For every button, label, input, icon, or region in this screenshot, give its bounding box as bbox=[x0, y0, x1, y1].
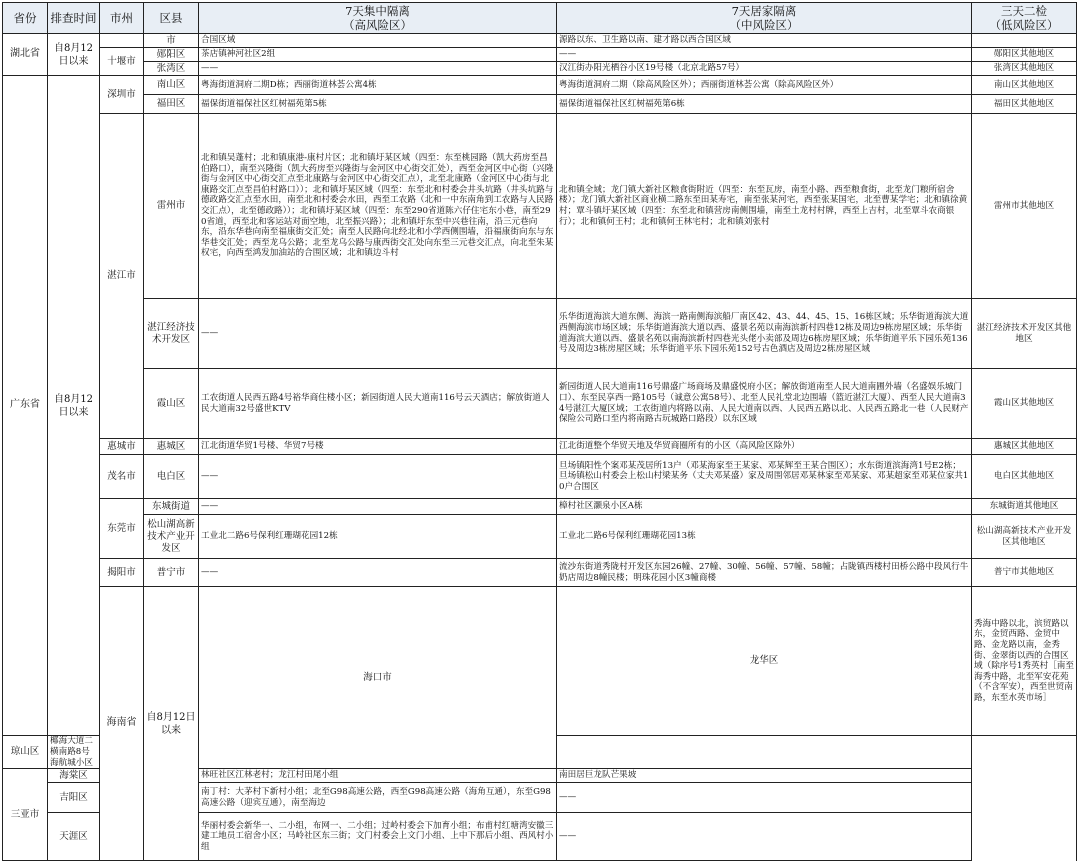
risk-area-table-container bbox=[2, 2, 1076, 852]
time-cell: 自8月12日以来 bbox=[48, 76, 100, 736]
district-cell: 霞山区 bbox=[144, 369, 199, 439]
low-risk-cell: 南山区其他地区 bbox=[972, 76, 1077, 95]
low-risk-cell: 松山湖高新技术产业开发区其他地区 bbox=[972, 515, 1077, 559]
mid-risk-cell: 江北街道整个华贸天地及华贸商圈所有的小区（高风险区除外） bbox=[557, 439, 972, 455]
high-risk-cell: —— bbox=[199, 62, 557, 76]
table-row bbox=[3, 455, 1077, 499]
time-cell: 自8月12日以来 bbox=[144, 587, 199, 861]
high-risk-cell: 林旺社区江林老村；龙江村田尾小组 bbox=[199, 769, 557, 783]
high-risk-cell: 秀海中路以北，滨贸路以东，金贸西路、金贸中路、金龙路以南，金秀街、金翠街以西的合围区域（除序号1秀英村［南至海秀中路，北至军安花苑（不含军安），西至世贸南路，东至水英市场］ bbox=[972, 587, 1077, 736]
header-low-sub: （低风险区） bbox=[989, 18, 1059, 32]
mid-risk-cell: 汉江街办阳光栖谷小区19号楼（北京北路57号） bbox=[557, 62, 972, 76]
high-risk-cell: 椰海大道二横南路8号海航城小区 bbox=[48, 736, 100, 769]
district-cell: 琼山区 bbox=[3, 736, 48, 769]
district-cell: 湛江经济技术开发区 bbox=[144, 299, 199, 369]
header-check-time-label: 排查时间 bbox=[50, 11, 97, 25]
header-mid-risk bbox=[557, 3, 972, 34]
header-mid-sub: （中风险区） bbox=[729, 18, 799, 32]
high-risk-cell: —— bbox=[199, 299, 557, 369]
mid-risk-cell: 粤海街道洞府二期（除高风险区外）；西丽街道林荟公寓（除高风险区外） bbox=[557, 76, 972, 95]
header-high-risk bbox=[199, 3, 557, 34]
table-row bbox=[3, 114, 1077, 299]
low-risk-cell bbox=[972, 34, 1077, 48]
district-cell: 普宁市 bbox=[144, 559, 199, 587]
header-high-title: 7天集中隔离 bbox=[345, 4, 410, 18]
high-risk-cell: 合国区域 bbox=[199, 34, 557, 48]
header-province: 省份 bbox=[3, 3, 48, 34]
low-risk-cell: 张湾区其他地区 bbox=[972, 62, 1077, 76]
table-row bbox=[3, 299, 1077, 369]
high-risk-cell: 工农街道人民西五路4号裕华商住楼小区；新园街道人民大道南116号云天酒店；解放街道人民大道南32号盛世KTV bbox=[199, 369, 557, 439]
table-row bbox=[3, 34, 1077, 48]
district-cell: 雷州市 bbox=[144, 114, 199, 299]
city-cell: 东莞市 bbox=[100, 499, 144, 559]
table-row bbox=[3, 587, 1077, 736]
low-risk-cell: 福田区其他地区 bbox=[972, 95, 1077, 114]
high-risk-cell: 粤海街道洞府二期D栋；西丽街道林荟公寓4栋 bbox=[199, 76, 557, 95]
city-cell: 茂名市 bbox=[100, 455, 144, 499]
mid-risk-cell: 流沙东街道秀陇村开发区东园26幢、27幢、30幢、56幢、57幢、58幢；占陇镇西楼村田桥公路中段风行牛奶店周边8幢民楼；明珠花园小区3幢商楼 bbox=[557, 559, 972, 587]
low-risk-cell: 霞山区其他地区 bbox=[972, 369, 1077, 439]
high-risk-cell: 北和镇吴蓬村；北和镇康港-康村片区；北和镇圩某区域（四至：东至桃园路（凯大药房至昌伯路口），南至兴隆街（凯大药房至兴隆街与金河区中心街交汇处），西至金河区中心街（兴隆街与金河区中心街交汇点至北康路与金河区中心街交汇点），北至北康路（金河区中心街与北康路交汇点至昌伯村路口））；北和镇圩某区域（四至：东至北和村委会井头坑路（井头坑路与德政路交汇点至水田，南至北和村委会水田，西至工农路（北和一中东南角到工农路与人民路交汇点），北至德政路））；北和镇圩某区域（四至：东至290省道陈六仔住宅东小巷，南至290省道，西至北和客运站对面空地，北至振兴路）；北和镇圩东至中兴巷往南，沿三元巷向东，沿东华巷向南至福康街交汇处；南至人民路向北经北和小学西侧围墙，沿福康街向东与东华巷交汇处；西至龙乌公路；北至龙乌公路与康西街交汇处向东至三元巷交汇点，向北至朱某权宅，向西至鸿发加油站的合围区域；北和镇边斗村 bbox=[199, 114, 557, 299]
high-risk-cell: 江北街道华贸1号楼、华贸7号楼 bbox=[199, 439, 557, 455]
mid-risk-cell: 福保街道福保社区红树福苑第6栋 bbox=[557, 95, 972, 114]
mid-risk-cell: 乐华街道海滨大道东侧、海滨一路南侧海滨船厂南区42、43、44、45、15、16栋区域；乐华街道海滨大道西侧海滨市场区域；乐华街道海滨大道以西、盛景名苑以南海滨新村四巷12栋及周边9栋房屋区域；乐华街道海滨大道以西、盛景名苑以南海滨新村四巷光头佬小卖部及周边6栋房屋区域；乐华街道平乐下园乐苑136号及周边3栋房屋区域；乐华街道平乐下园乐苑152号古色酒店及周边2栋房屋区域 bbox=[557, 299, 972, 369]
district-cell: 天涯区 bbox=[48, 813, 100, 861]
district-cell: 郧阳区 bbox=[144, 48, 199, 62]
city-cell: 十堰市 bbox=[100, 48, 144, 76]
district-cell: 惠城区 bbox=[144, 439, 199, 455]
district-cell: 海棠区 bbox=[48, 769, 100, 783]
city-cell: 惠城市 bbox=[100, 439, 144, 455]
header-low-title: 三天二检 bbox=[1001, 4, 1047, 18]
header-low-risk bbox=[972, 3, 1077, 34]
time-cell: 自8月12日以来 bbox=[48, 34, 100, 76]
table-row bbox=[3, 439, 1077, 455]
table-row bbox=[3, 559, 1077, 587]
table-row bbox=[3, 62, 1077, 76]
mid-risk-cell bbox=[557, 736, 972, 769]
mid-risk-cell: —— bbox=[557, 48, 972, 62]
city-cell: 深圳市 bbox=[100, 76, 144, 114]
district-cell: 南山区 bbox=[144, 76, 199, 95]
city-cell: 三亚市 bbox=[3, 769, 48, 861]
low-risk-cell: 东城街道其他地区 bbox=[972, 499, 1077, 515]
city-cell bbox=[100, 34, 144, 48]
low-risk-cell: 湛江经济技术开发区其他地区 bbox=[972, 299, 1077, 369]
table-row bbox=[3, 95, 1077, 114]
low-risk-cell: 普宁市其他地区 bbox=[972, 559, 1077, 587]
mid-risk-cell: 新园街道人民大道南116号鼎盛广场商场及鼎盛悦府小区；解放街道南至人民大道南圃外墙（名盛娱乐城门口）、东至民享西一路105号（诚意公寓58号）、北至人民礼堂北边围墙（篮近湛江大厦）、西至人民大道南34号湛江大厦区域；工农街道内将路以南、人民大道南以西、人民西五路以北、人民西五路北一巷（人民财产保险公司路口至内将南路古玩城路口路段）以东区域 bbox=[557, 369, 972, 439]
risk-area-table bbox=[2, 2, 1077, 861]
province-cell: 广东省 bbox=[3, 76, 48, 736]
header-high-sub: （高风险区） bbox=[343, 18, 412, 32]
province-cell: 湖北省 bbox=[3, 34, 48, 76]
district-cell: 松山湖高新技术产业开发区 bbox=[144, 515, 199, 559]
high-risk-cell: 华丽村委会新华一、二小组，布网一、二小组；过岭村委会下加育小组；布甫村红塘湾安徽三建工地员工宿舍小区；马岭社区东三街；文门村委会上文门小组、上中下那后小组、西风村小组 bbox=[199, 813, 557, 861]
district-cell: 市 bbox=[144, 34, 199, 48]
district-cell: 福田区 bbox=[144, 95, 199, 114]
table-row bbox=[3, 515, 1077, 559]
table-row bbox=[3, 369, 1077, 439]
high-risk-cell: —— bbox=[199, 455, 557, 499]
high-risk-cell: 南丁村：大茅村下新村小组；北至G98高速公路，西至G98高速公路（海角互通），东至G98高速公路（迎宾互通），南至海边 bbox=[199, 783, 557, 813]
city-cell: 揭阳市 bbox=[100, 559, 144, 587]
mid-risk-cell: —— bbox=[557, 813, 972, 861]
header-check-time bbox=[48, 3, 100, 34]
header-district: 区县 bbox=[144, 3, 199, 34]
table-row bbox=[3, 48, 1077, 62]
low-risk-cell: 郧阳区其他地区 bbox=[972, 48, 1077, 62]
low-risk-cell: 惠城区其他地区 bbox=[972, 439, 1077, 455]
mid-risk-cell: 北和镇全域；龙门镇大新社区粮食街附近（四至：东至瓦房，南至小路、西至粮食街，北至龙门粮所宿舍楼）；龙门镇大新社区商业横二路东至田某寿宅，南至张某河宅，西至张某国宅，北至曹某学宅；北和镇徐黄村；覃斗镇圩某区域（四至：东至北和镇营房南侧围墙，南至土龙村村牌，西至上吉村，北至覃斗农商银行）；北和镇何王村；北和镇何王林宅村；北和镇刘张村 bbox=[557, 114, 972, 299]
mid-risk-cell: 工业北二路6号保利红珊瑚花园13栋 bbox=[557, 515, 972, 559]
city-cell: 海口市 bbox=[199, 587, 557, 769]
header-mid-title: 7天居家隔离 bbox=[731, 4, 797, 18]
district-cell: 张湾区 bbox=[144, 62, 199, 76]
mid-risk-cell: 南田居巨龙队芒果坡 bbox=[557, 769, 972, 783]
high-risk-cell: —— bbox=[199, 559, 557, 587]
low-risk-cell: 电白区其他地区 bbox=[972, 455, 1077, 499]
header-row bbox=[3, 3, 1077, 34]
table-row bbox=[3, 76, 1077, 95]
mid-risk-cell: 源路以东、卫生路以南、建才路以西合国区域 bbox=[557, 34, 972, 48]
header-city: 市州 bbox=[100, 3, 144, 34]
district-cell: 吉阳区 bbox=[48, 783, 100, 813]
district-cell: 电白区 bbox=[144, 455, 199, 499]
high-risk-cell: —— bbox=[199, 499, 557, 515]
high-risk-cell: 茶店镇神河社区2组 bbox=[199, 48, 557, 62]
high-risk-cell: 工业北二路6号保利红珊瑚花园12栋 bbox=[199, 515, 557, 559]
city-cell: 湛江市 bbox=[100, 114, 144, 439]
province-cell: 海南省 bbox=[100, 587, 144, 861]
mid-risk-cell: —— bbox=[557, 783, 972, 813]
table-row bbox=[3, 499, 1077, 515]
district-cell: 龙华区 bbox=[557, 587, 972, 736]
mid-risk-cell: 旦场镇阳性个案邓某茂居所13户（邓某海家至王某家、邓某辉至王某合围区）；水东街道滨海湾1号E2栋；旦场镇松山村委会上松山村梁某务（丈夫邓某盛）家及周围邻居邓某林家至邓某家、邓某超家至邓某位家共10户合围区 bbox=[557, 455, 972, 499]
district-cell: 东城街道 bbox=[144, 499, 199, 515]
mid-risk-cell: 樟村社区灏泉小区A栋 bbox=[557, 499, 972, 515]
low-risk-cell: 雷州市其他地区 bbox=[972, 114, 1077, 299]
high-risk-cell: 福保街道福保社区红树福苑第5栋 bbox=[199, 95, 557, 114]
